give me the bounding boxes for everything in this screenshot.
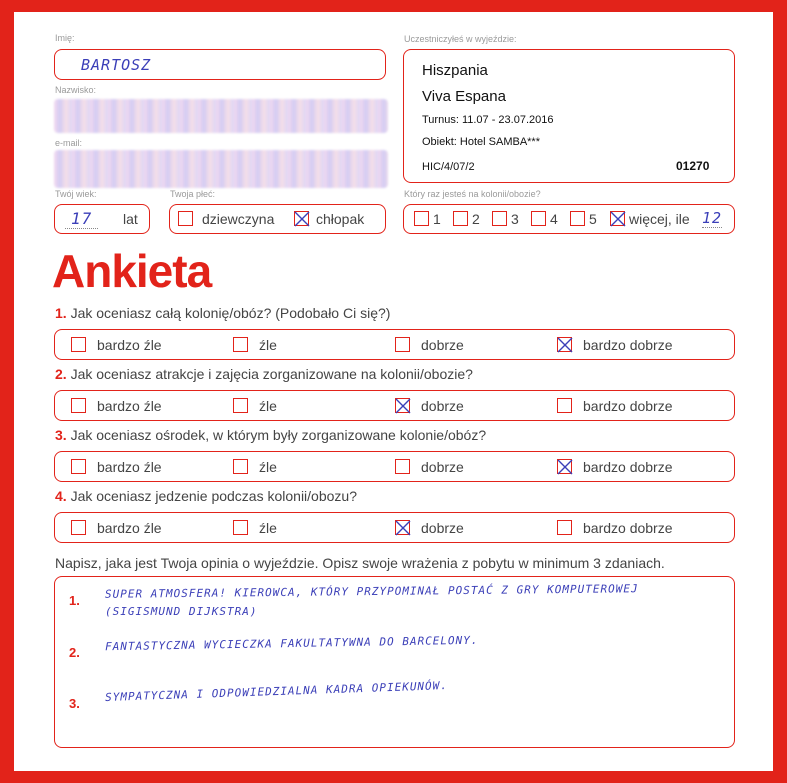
question-2-option-1-checkbox[interactable] (71, 398, 86, 413)
answer-1-number: 1. (69, 593, 80, 608)
question-2-options (54, 390, 735, 421)
question-label: Jak oceniasz całą kolonię/obóz? (Podobało Ci się?) (70, 305, 391, 321)
question-3-option-3-checkbox[interactable] (395, 459, 410, 474)
times-field (403, 204, 735, 234)
email-label: e-mail: (55, 138, 83, 148)
question-2-option-2-checkbox[interactable] (233, 398, 248, 413)
trip-code: HIC/4/07/2 (422, 161, 475, 173)
age-unit: lat (123, 211, 138, 227)
trip-number: 01270 (676, 159, 710, 173)
question-2-option-4-checkbox[interactable] (557, 398, 572, 413)
answer-2-number: 2. (69, 645, 80, 660)
option-label: źle (259, 398, 277, 414)
answer-1-line2: (SIGISMUND DIJKSTRA) (105, 605, 258, 618)
gender-label: Twoja płeć: (170, 189, 216, 199)
option-label: dobrze (421, 337, 464, 353)
option-label: bardzo źle (97, 337, 162, 353)
question-label: Jak oceniasz atrakcje i zajęcia zorganizowane na kolonii/obozie? (70, 366, 473, 382)
times-3-checkbox[interactable] (492, 211, 507, 226)
question-number: 1. (55, 305, 67, 321)
gender-female-label: dziewczyna (202, 211, 275, 227)
question-1-options (54, 329, 735, 360)
question-2-text (55, 366, 473, 382)
option-label: źle (259, 337, 277, 353)
question-1-text (55, 305, 390, 321)
question-number: 4. (55, 488, 67, 504)
times-4-label: 4 (550, 211, 558, 227)
trip-label: Uczestniczyłeś w wyjeździe: (404, 34, 517, 44)
option-label: bardzo dobrze (583, 398, 673, 414)
times-2-checkbox[interactable] (453, 211, 468, 226)
email-redacted (54, 150, 388, 188)
answer-1-line1: SUPER ATMOSFERA! KIEROWCA, KTÓRY PRZYPOMINAŁ POSTAĆ Z GRY KOMPUTEROWEJ (104, 582, 639, 601)
times-more-value: 12 (702, 209, 723, 227)
gender-female-checkbox[interactable] (178, 211, 193, 226)
answer-3-line1: SYMPATYCZNA I ODPOWIEDZIALNA KADRA OPIEKUNÓW. (104, 679, 449, 704)
times-1-label: 1 (433, 211, 441, 227)
times-more-label: więcej, ile (629, 211, 690, 227)
question-4-options (54, 512, 735, 543)
times-4-checkbox[interactable] (531, 211, 546, 226)
age-label: Twój wiek: (55, 189, 97, 199)
question-1-option-2-checkbox[interactable] (233, 337, 248, 352)
check-mark-icon (395, 520, 411, 536)
gender-male-label: chłopak (316, 211, 365, 227)
times-label: Który raz jesteś na kolonii/obozie? (404, 189, 541, 199)
check-mark-icon (557, 459, 573, 475)
times-5-label: 5 (589, 211, 597, 227)
question-3-option-4-checkbox[interactable] (557, 459, 572, 474)
option-label: bardzo źle (97, 459, 162, 475)
gender-male-checkbox[interactable] (294, 211, 309, 226)
gender-field (169, 204, 386, 234)
question-3-option-1-checkbox[interactable] (71, 459, 86, 474)
question-number: 3. (55, 427, 67, 443)
opinion-prompt: Napisz, jaka jest Twoja opinia o wyjeździe. Opisz swoje wrażenia z pobytu w minimum 3 zdaniach. (55, 555, 665, 571)
name-label: Imię: (55, 33, 75, 43)
question-4-option-1-checkbox[interactable] (71, 520, 86, 535)
question-1-option-1-checkbox[interactable] (71, 337, 86, 352)
option-label: bardzo źle (97, 398, 162, 414)
opinion-box[interactable] (54, 576, 735, 748)
question-label: Jak oceniasz ośrodek, w którym były zorganizowane kolonie/obóz? (70, 427, 487, 443)
name-value: BARTOSZ (81, 56, 152, 74)
option-label: bardzo dobrze (583, 459, 673, 475)
answer-3-number: 3. (69, 696, 80, 711)
trip-turnus: Turnus: 11.07 - 23.07.2016 (422, 114, 554, 126)
check-mark-icon (610, 211, 626, 227)
question-4-option-2-checkbox[interactable] (233, 520, 248, 535)
times-3-label: 3 (511, 211, 519, 227)
option-label: dobrze (421, 398, 464, 414)
option-label: dobrze (421, 459, 464, 475)
question-label: Jak oceniasz jedzenie podczas kolonii/obozu? (70, 488, 357, 504)
question-3-options (54, 451, 735, 482)
times-more-checkbox[interactable] (610, 211, 625, 226)
question-3-option-2-checkbox[interactable] (233, 459, 248, 474)
age-value: 17 (65, 209, 98, 229)
check-mark-icon (557, 337, 573, 353)
trip-country: Hiszpania (422, 62, 488, 79)
question-4-option-4-checkbox[interactable] (557, 520, 572, 535)
question-number: 2. (55, 366, 67, 382)
age-field[interactable] (54, 204, 150, 234)
trip-obiekt: Obiekt: Hotel SAMBA*** (422, 136, 540, 148)
times-5-checkbox[interactable] (570, 211, 585, 226)
times-2-label: 2 (472, 211, 480, 227)
option-label: źle (259, 520, 277, 536)
option-label: źle (259, 459, 277, 475)
option-label: bardzo źle (97, 520, 162, 536)
surname-redacted (54, 99, 388, 133)
question-2-option-3-checkbox[interactable] (395, 398, 410, 413)
question-1-option-3-checkbox[interactable] (395, 337, 410, 352)
option-label: bardzo dobrze (583, 337, 673, 353)
option-label: dobrze (421, 520, 464, 536)
question-4-text (55, 488, 357, 504)
check-mark-icon (395, 398, 411, 414)
page-title: Ankieta (52, 245, 212, 297)
surname-label: Nazwisko: (55, 85, 97, 95)
trip-name: Viva Espana (422, 88, 506, 105)
question-4-option-3-checkbox[interactable] (395, 520, 410, 535)
name-field[interactable] (54, 49, 386, 80)
times-1-checkbox[interactable] (414, 211, 429, 226)
answer-2-line1: FANTASTYCZNA WYCIECZKA FAKULTATYWNA DO BARCELONY. (104, 633, 479, 654)
trip-card (403, 49, 735, 183)
option-label: bardzo dobrze (583, 520, 673, 536)
question-1-option-4-checkbox[interactable] (557, 337, 572, 352)
check-mark-icon (294, 211, 310, 227)
question-3-text (55, 427, 486, 443)
